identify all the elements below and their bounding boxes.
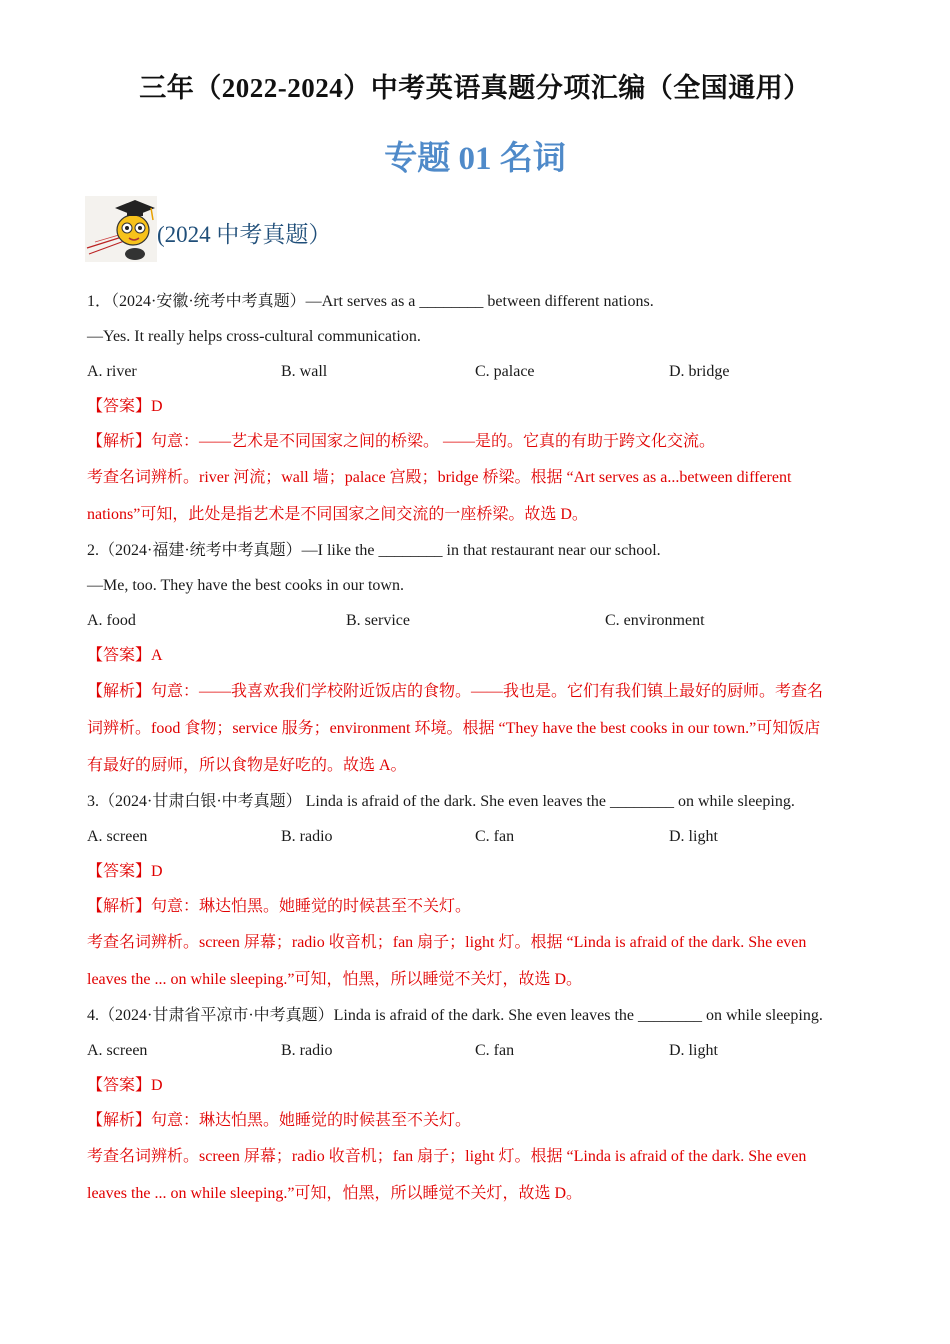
option: C. fan [475,828,515,845]
answer-key: 【答案】A [87,647,163,664]
analysis-line: leaves the ... on while sleeping.”可知，怕黑，所以睡觉不关灯，故选 D。 [87,971,583,988]
option: C. fan [475,1042,515,1059]
question-stem: 4.（2024·甘肃省平凉市·中考真题）Linda is afraid of the dark. She even leaves the ________ on while sleeping. [87,1007,823,1024]
answer-options [87,1033,877,1068]
answer-key: 【答案】D [87,863,163,880]
option: B. radio [281,1042,333,1059]
analysis-line: 【解析】句意：琳达怕黑。她睡觉的时候甚至不关灯。 [87,898,472,915]
option: A. screen [87,1042,148,1059]
analysis-line: 【解析】句意：——我喜欢我们学校附近饭店的食物。——我也是。它们有我们镇上最好的厨师。考查名 [87,683,824,700]
analysis-line: leaves the ... on while sleeping.”可知，怕黑，所以睡觉不关灯，故选 D。 [87,1185,583,1202]
answer-key: 【答案】D [87,1077,163,1094]
analysis-line: 考查名词辨析。screen 屏幕；radio 收音机；fan 扇子；light 灯。根据 “Linda is afraid of the dark. She even [87,1148,807,1165]
option: D. light [669,1042,718,1059]
cartoon-scholar-mascot-icon [85,196,157,262]
question-stem: 1．（2024·安徽·统考中考真题）—Art serves as a ________ between different nations. [87,293,654,310]
analysis-line: 考查名词辨析。river 河流；wall 墙；palace 宫殿；bridge 桥梁。根据 “Art serves as a...between different [87,469,792,486]
option: A. river [87,363,137,380]
topic-subtitle: 专题 01 名词 [384,141,566,177]
option: C. palace [475,363,535,380]
option: D. bridge [669,363,730,380]
option: B. wall [281,363,328,380]
question-reply: —Yes. It really helps cross-cultural communication. [87,328,421,345]
answer-options [87,603,877,638]
option: C. environment [605,612,705,629]
question-list [87,284,877,1212]
option: D. light [669,828,718,845]
answer-options [87,819,877,854]
analysis-line: 考查名词辨析。screen 屏幕；radio 收音机；fan 扇子；light 灯。根据 “Linda is afraid of the dark. She even [87,934,807,951]
question-reply: —Me, too. They have the best cooks in our town. [87,577,404,594]
option: A. food [87,612,136,629]
answer-options [87,354,877,389]
section-label: (2024 中考真题） [157,221,332,247]
document-title: 三年（2022-2024）中考英语真题分项汇编（全国通用） [139,73,811,103]
analysis-line: nations”可知，此处是指艺术是不同国家之间交流的一座桥梁。故选 D。 [87,506,588,523]
analysis-line: 【解析】句意：琳达怕黑。她睡觉的时候甚至不关灯。 [87,1112,472,1129]
option: B. service [346,612,410,629]
question-stem: 2.（2024·福建·统考中考真题）—I like the ________ in that restaurant near our school. [87,542,661,559]
answer-key: 【答案】D [87,398,163,415]
section-header [85,196,331,262]
analysis-line: 词辨析。food 食物；service 服务；environment 环境。根据 “They have the best cooks in our town.”可知饭店 [87,720,821,737]
analysis-line: 【解析】句意：——艺术是不同国家之间的桥梁。 ——是的。它真的有助于跨文化交流。 [87,433,716,450]
analysis-line: 有最好的厨师，所以食物是好吃的。故选 A。 [87,757,407,774]
question-stem: 3.（2024·甘肃白银·中考真题） Linda is afraid of the dark. She even leaves the ________ on while sleeping. [87,793,795,810]
option: B. radio [281,828,333,845]
option: A. screen [87,828,148,845]
